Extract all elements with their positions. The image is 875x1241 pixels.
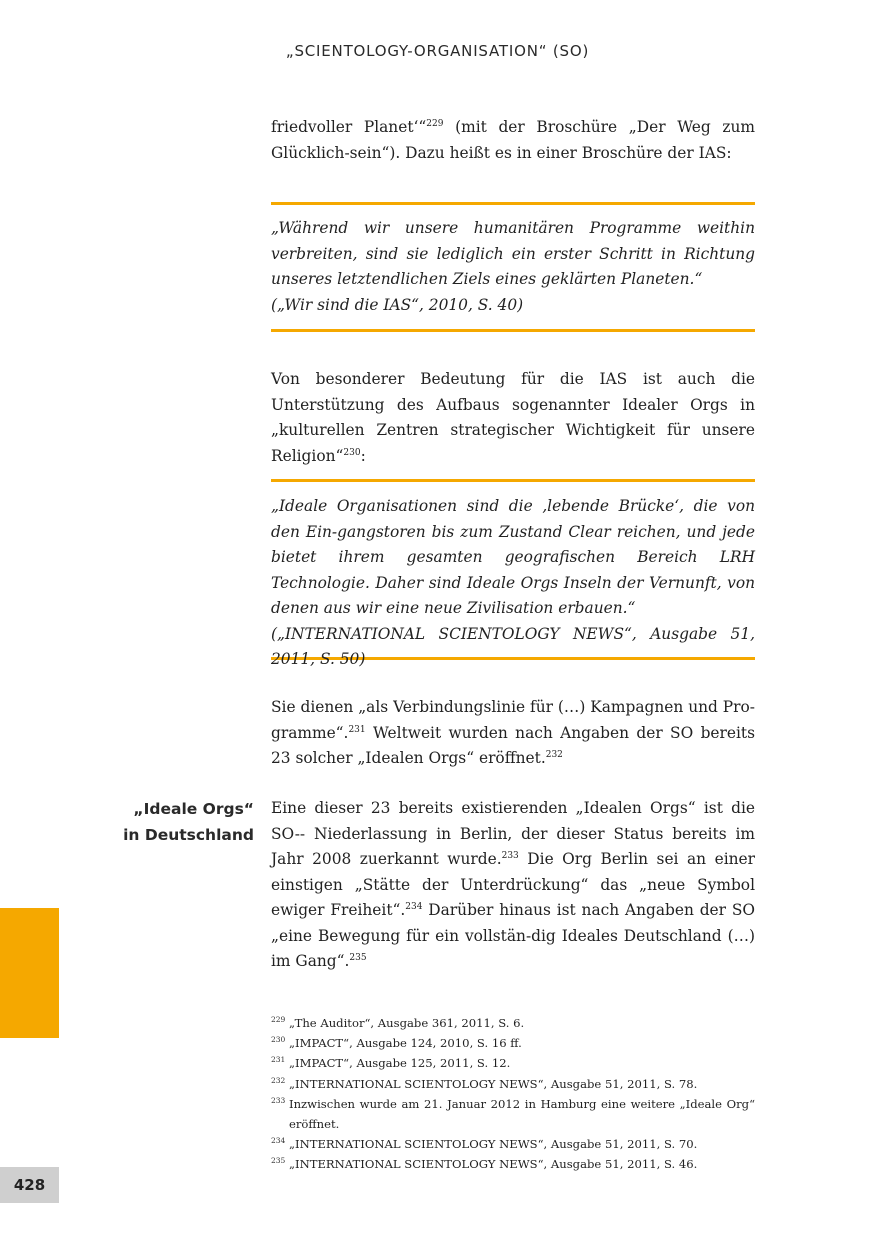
- paragraph-text: Sie dienen „als Verbindungslinie für (…) Kampagnen und Pro-gramme“.: [271, 698, 755, 742]
- paragraph-text: Eine dieser 23 bereits existierenden „Idealen Orgs“ ist die SO-- Niederlassung in Berlin, der dieser Status bereits im Jahr 2008 zuerkannt wurde.: [271, 799, 755, 868]
- footnote-number: 235: [271, 1156, 286, 1166]
- footnote: [271, 1154, 755, 1174]
- footnote-ref[interactable]: 229: [426, 119, 444, 129]
- footnote-ref[interactable]: 232: [545, 750, 563, 760]
- footnote: [271, 1033, 755, 1053]
- paragraph-berlin-org: [271, 796, 755, 975]
- footnote-ref[interactable]: 233: [501, 851, 519, 861]
- footnote-text: Inzwischen wurde am 21. Januar 2012 in Hamburg eine weitere „Ideale Org“ eröffnet.: [289, 1096, 755, 1132]
- running-header: „SCIENTOLOGY-ORGANISATION“ (SO): [285, 42, 590, 60]
- quote-source: („Wir sind die IAS“, 2010, S. 40): [271, 295, 524, 314]
- footnote-number: 231: [271, 1055, 286, 1065]
- block-quote-ideal-orgs: [271, 479, 755, 668]
- footnote-ref[interactable]: 230: [343, 447, 361, 458]
- footnote-number: 230: [271, 1035, 286, 1045]
- paragraph-connection-line: [271, 695, 755, 772]
- footnote-text: „INTERNATIONAL SCIENTOLOGY NEWS“, Ausgabe 51, 2011, S. 46.: [289, 1157, 698, 1172]
- footnote: [271, 1094, 755, 1134]
- footnotes: [271, 1013, 755, 1175]
- footnote-text: „The Auditor“, Ausgabe 361, 2011, S. 6.: [289, 1016, 525, 1030]
- paragraph-ias-intro: [271, 115, 755, 166]
- paragraph-text: Weltweit wurden nach Angaben der SO bereits 23 solcher „Idealen Orgs“ eröffnet.: [271, 723, 755, 767]
- quote-text: „Während wir unsere humanitären Programme weithin verbreiten, sind sie lediglich ein erster Schritt in Richtung unseres letztendlichen Ziels eines geklärten Planeten.“: [271, 219, 755, 288]
- side-heading-line: „Ideale Orgs“: [133, 800, 254, 818]
- footnote: [271, 1134, 755, 1154]
- side-heading: [100, 796, 254, 848]
- footnote: [271, 1053, 755, 1073]
- footnote-number: 233: [271, 1095, 286, 1105]
- block-quote-ias: [271, 202, 755, 332]
- paragraph-text: friedvoller Planet‘“: [271, 118, 427, 136]
- footnote: [271, 1074, 755, 1094]
- paragraph-text: (mit der Broschüre „Der Weg zum Glücklich-sein“). Dazu heißt es in einer Broschüre der IAS:: [271, 118, 755, 162]
- footnote-number: 232: [271, 1075, 286, 1085]
- footnote-ref[interactable]: 235: [349, 953, 367, 963]
- paragraph-text: :: [360, 446, 366, 465]
- footnote-number: 234: [271, 1136, 286, 1146]
- footnote-number: 229: [271, 1015, 286, 1024]
- footnote-text: „IMPACT“, Ausgabe 124, 2010, S. 16 ff.: [289, 1036, 522, 1051]
- page-number: 428: [0, 1167, 59, 1203]
- footnote-text: „INTERNATIONAL SCIENTOLOGY NEWS“, Ausgabe 51, 2011, S. 70.: [289, 1137, 698, 1152]
- paragraph-text: Von besonderer Bedeutung für die IAS ist auch die Unterstützung des Aufbaus sogenannter Idealer Orgs in „kulturellen Zentren strategischer Wichtigkeit für unsere Religion“: [271, 370, 755, 465]
- footnote: [271, 1013, 755, 1033]
- paragraph-text: Die Org Berlin sei an einer einstigen „Stätte der Unterdrückung“ das „neue Symbol ewiger Freiheit“.: [271, 850, 755, 919]
- footnote-text: „IMPACT“, Ausgabe 125, 2011, S. 12.: [289, 1056, 511, 1071]
- quote-source: („INTERNATIONAL SCIENTOLOGY NEWS“, Ausgabe 51, 2011, S. 50): [271, 624, 755, 668]
- paragraph-ideal-orgs: [271, 367, 755, 469]
- footnote-text: „INTERNATIONAL SCIENTOLOGY NEWS“, Ausgabe 51, 2011, S. 78.: [289, 1076, 698, 1091]
- footnote-ref[interactable]: 231: [348, 724, 366, 735]
- footnote-ref[interactable]: 234: [405, 902, 423, 912]
- paragraph-text: Darüber hinaus ist nach Angaben der SO „eine Bewegung für ein vollstän-dig Ideales Deutschland (…) im Gang“.: [271, 901, 755, 970]
- chapter-accent-bar: [0, 908, 59, 1038]
- quote-text: „Ideale Organisationen sind die ‚lebende Brücke‘, die von den Ein-gangstoren bis zum Zustand Clear reichen, und jede bietet ihrem gesamten geografischen Bereich LRH Technologie. Daher sind Ideale Orgs Inseln der Vernunft, von denen aus wir eine neue Zivilisation erbauen.“: [271, 497, 755, 617]
- side-heading-line: in Deutschland: [123, 826, 254, 844]
